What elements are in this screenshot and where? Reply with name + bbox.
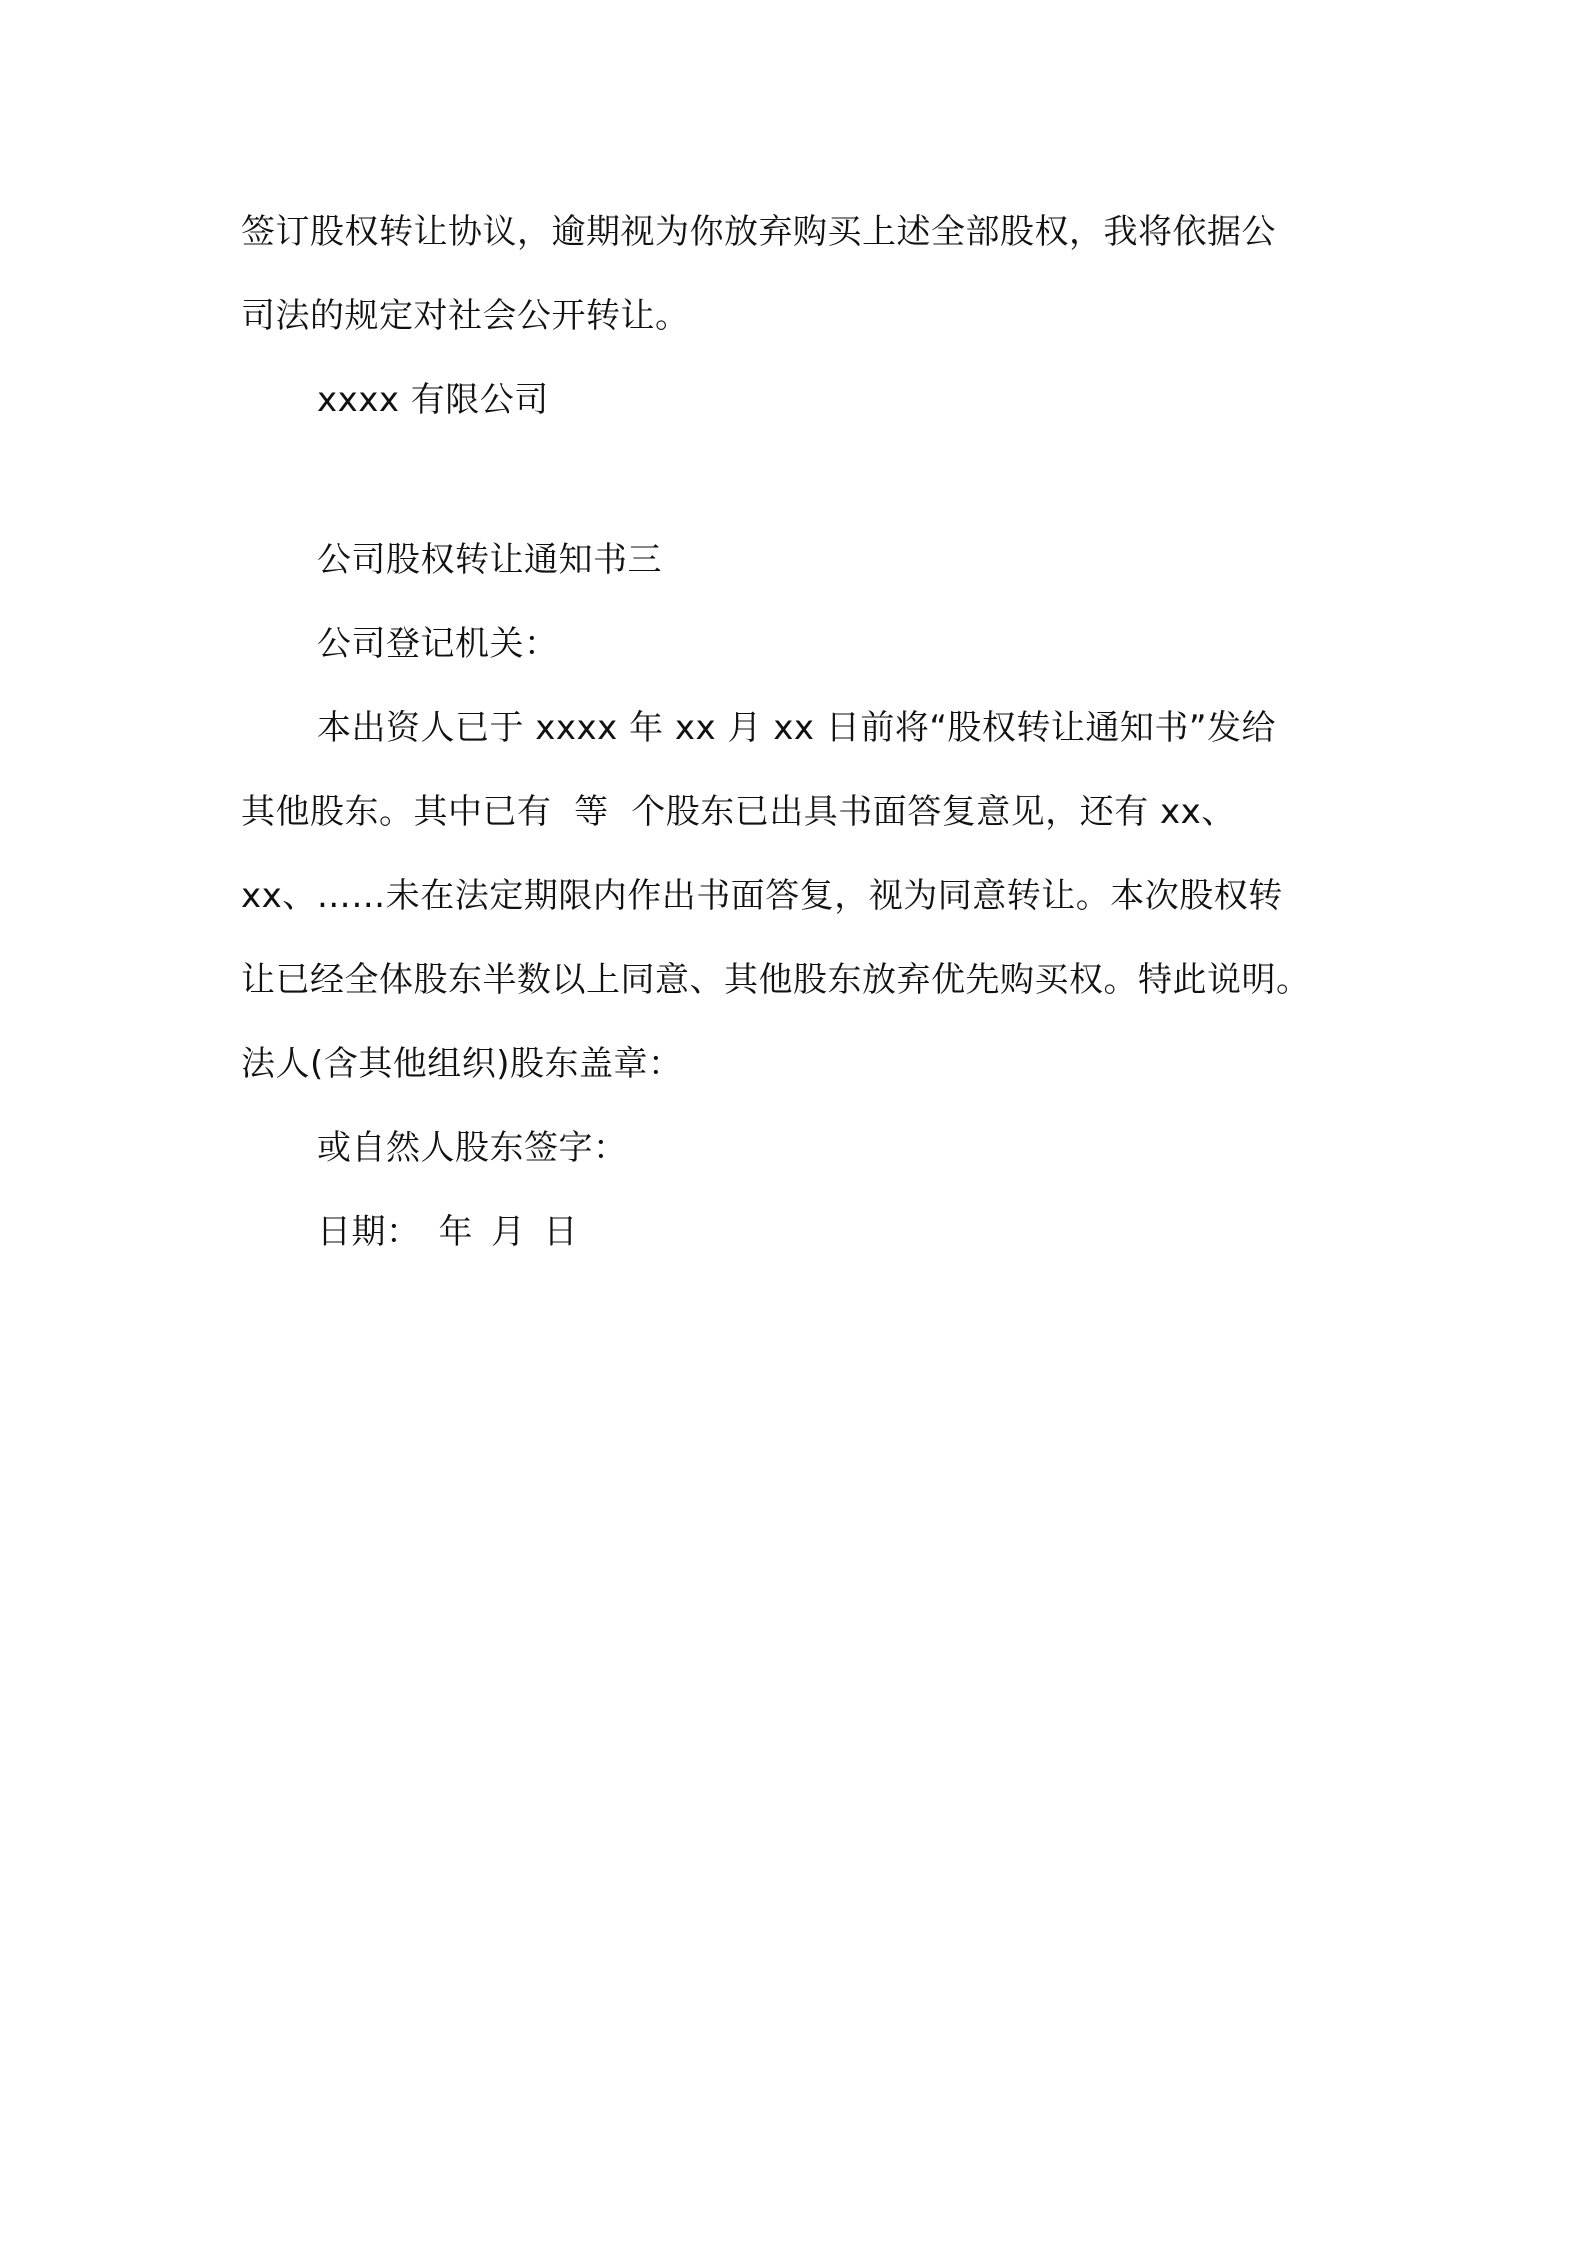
- natural-person-signature-line: 或自然人股东签字：: [317, 1128, 628, 1168]
- date-year: 年: [438, 1212, 473, 1252]
- body-line-2: 其他股东。其中已有 等 个股东已出具书面答复意见，还有 xx、: [241, 792, 1236, 832]
- date-line: [241, 1190, 1351, 1274]
- legal-person-seal-line: 法人(含其他组织)股东盖章：: [241, 1044, 683, 1084]
- date-month: 月: [491, 1212, 526, 1252]
- document-body: [241, 190, 1351, 1274]
- body-line-1: 本出资人已于 xxxx 年 xx 月 xx 日前将“股权转让通知书”发给: [317, 708, 1277, 748]
- addressee: 公司登记机关：: [317, 624, 559, 664]
- body-line-4: 让已经全体股东半数以上同意、其他股东放弃优先购买权。特此说明。: [241, 960, 1311, 1000]
- section-spacer: [241, 442, 1351, 518]
- notice-title: 公司股权转让通知书三: [317, 540, 662, 580]
- date-day: 日: [543, 1212, 578, 1252]
- body-line-3: xx、……未在法定期限内作出书面答复，视为同意转让。本次股权转: [241, 876, 1283, 916]
- continuation-line-1: 签订股权转让协议，逾期视为你放弃购买上述全部股权，我将依据公: [241, 212, 1276, 252]
- company-signature: xxxx 有限公司: [317, 380, 549, 420]
- continuation-line-2: 司法的规定对社会公开转让。: [241, 296, 690, 336]
- date-label: 日期：: [317, 1212, 421, 1252]
